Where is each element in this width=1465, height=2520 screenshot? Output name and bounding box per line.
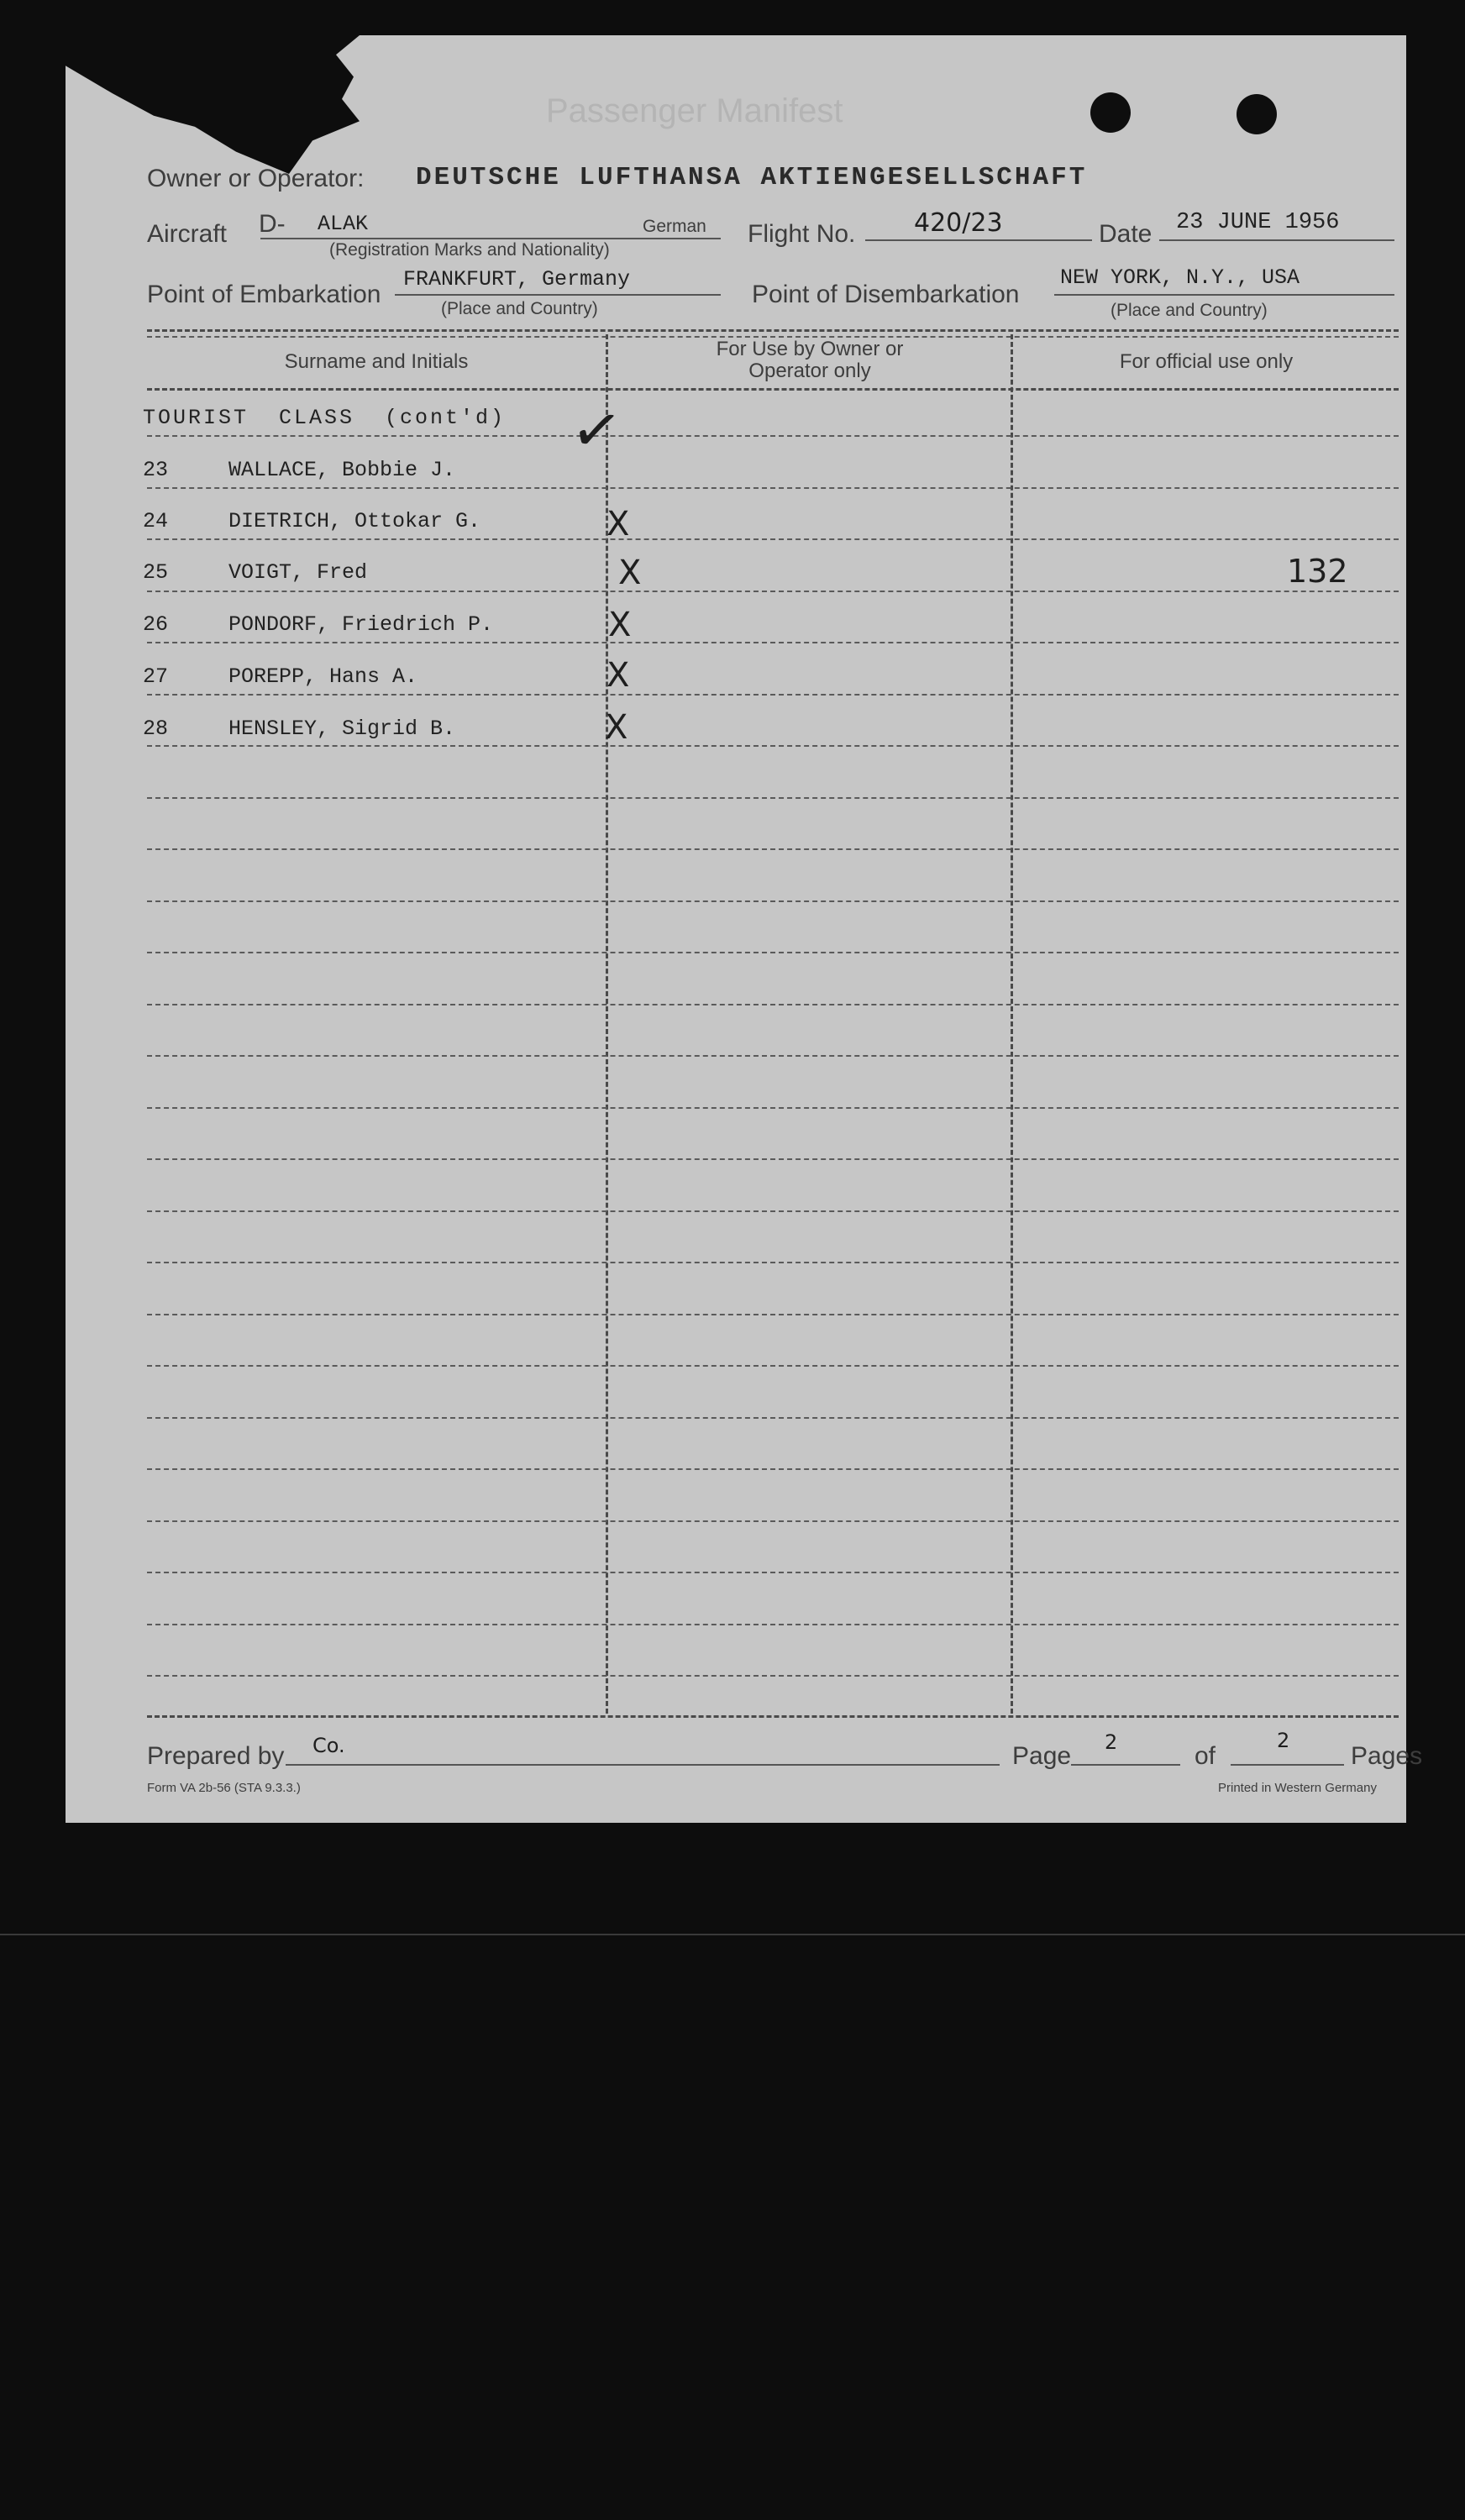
frame-separator [0,1934,1465,1935]
row-rule [147,642,1399,643]
row-rule [147,1055,1399,1057]
passenger-name: WALLACE, Bobbie J. [228,458,456,482]
row-rule [147,900,1399,902]
col-divider-2 [1011,334,1013,1714]
passenger-name: HENSLEY, Sigrid B. [228,717,456,741]
x-mark: X [606,656,630,695]
disembark-underline [1054,294,1394,296]
row-rule [147,1004,1399,1005]
date-label: Date [1099,220,1153,248]
form-title: Passenger Manifest [546,92,843,129]
date-value: 23 JUNE 1956 [1176,210,1340,235]
aircraft-value: ALAK [318,212,369,236]
owner-label: Owner or Operator: [147,165,365,192]
aircraft-underline [260,238,721,239]
row-rule [147,1365,1399,1367]
page-label: Page [1012,1742,1072,1770]
date-underline [1159,239,1394,241]
row-rule [147,694,1399,696]
aircraft-label: Aircraft [147,220,228,248]
row-rule [147,435,1399,437]
row-rule [147,1417,1399,1419]
row-rule [147,797,1399,799]
row-rule [147,848,1399,850]
flight-underline [865,239,1092,241]
row-rule [147,1262,1399,1263]
table-bottom-rule [147,1715,1399,1718]
passenger-name: POREPP, Hans A. [228,664,418,689]
row-rule [147,1107,1399,1109]
flight-label: Flight No. [748,220,856,248]
aircraft-nationality: German [643,217,706,236]
row-rule [147,1158,1399,1160]
row-rule [147,1520,1399,1522]
flight-value: 420/23 [914,208,1003,238]
row-rule [147,1572,1399,1573]
table-header-rule [147,388,1399,391]
row-num: 27 [143,664,169,689]
table-top-rule [147,329,1399,332]
aircraft-prefix: D- [259,210,286,238]
row-num: 25 [143,560,169,585]
of-label: of [1195,1742,1216,1770]
row-num: 24 [143,509,169,533]
printed-in: Printed in Western Germany [1218,1781,1377,1795]
disembark-value: NEW YORK, N.Y., USA [1060,265,1300,290]
of-value: 2 [1277,1729,1290,1752]
disembark-label: Point of Disembarkation [752,281,1020,308]
row-rule [147,591,1399,592]
section-label: TOURIST CLASS (cont'd) [143,406,507,430]
embark-caption: (Place and Country) [441,299,598,318]
owner-value: DEUTSCHE LUFTHANSA AKTIENGESELLSCHAFT [416,163,1088,192]
row-rule [147,1210,1399,1212]
x-mark: X [606,505,630,543]
page-value: 2 [1105,1730,1118,1754]
x-mark: X [618,554,642,592]
of-underline [1231,1764,1344,1766]
prepared-label: Prepared by [147,1742,285,1770]
row-rule [147,1624,1399,1625]
aircraft-caption: (Registration Marks and Nationality) [329,240,610,260]
form-code: Form VA 2b-56 (STA 9.3.3.) [147,1781,301,1795]
row-rule [147,952,1399,953]
row-num: 28 [143,717,169,741]
x-mark: X [605,708,628,747]
col-header-owner: For Use by Owner or Operator only [716,338,904,382]
col-header-surname: Surname and Initials [284,350,469,373]
check-mark: ✓ [566,391,627,469]
col-header-official: For official use only [1119,350,1294,373]
row-rule [147,487,1399,489]
row-rule [147,1468,1399,1470]
prepared-underline [286,1764,1000,1766]
punch-hole-right [1237,94,1277,134]
row-num: 23 [143,458,169,482]
disembark-caption: (Place and Country) [1111,301,1268,320]
passenger-name: PONDORF, Friedrich P. [228,612,494,637]
embark-value: FRANKFURT, Germany [403,267,631,291]
prepared-value: Co. [312,1734,345,1757]
page-underline [1071,1764,1180,1766]
passenger-name: DIETRICH, Ottokar G. [228,509,481,533]
row-num: 26 [143,612,169,637]
row-rule [147,1675,1399,1677]
official-entry: 132 [1287,553,1348,590]
passenger-name: VOIGT, Fred [228,560,368,585]
row-rule [147,745,1399,747]
embark-underline [395,294,721,296]
embark-label: Point of Embarkation [147,281,381,308]
punch-hole-left [1090,92,1131,133]
row-rule [147,538,1399,540]
pages-label: Pages [1351,1742,1423,1770]
row-rule [147,1314,1399,1315]
x-mark: X [608,606,632,644]
